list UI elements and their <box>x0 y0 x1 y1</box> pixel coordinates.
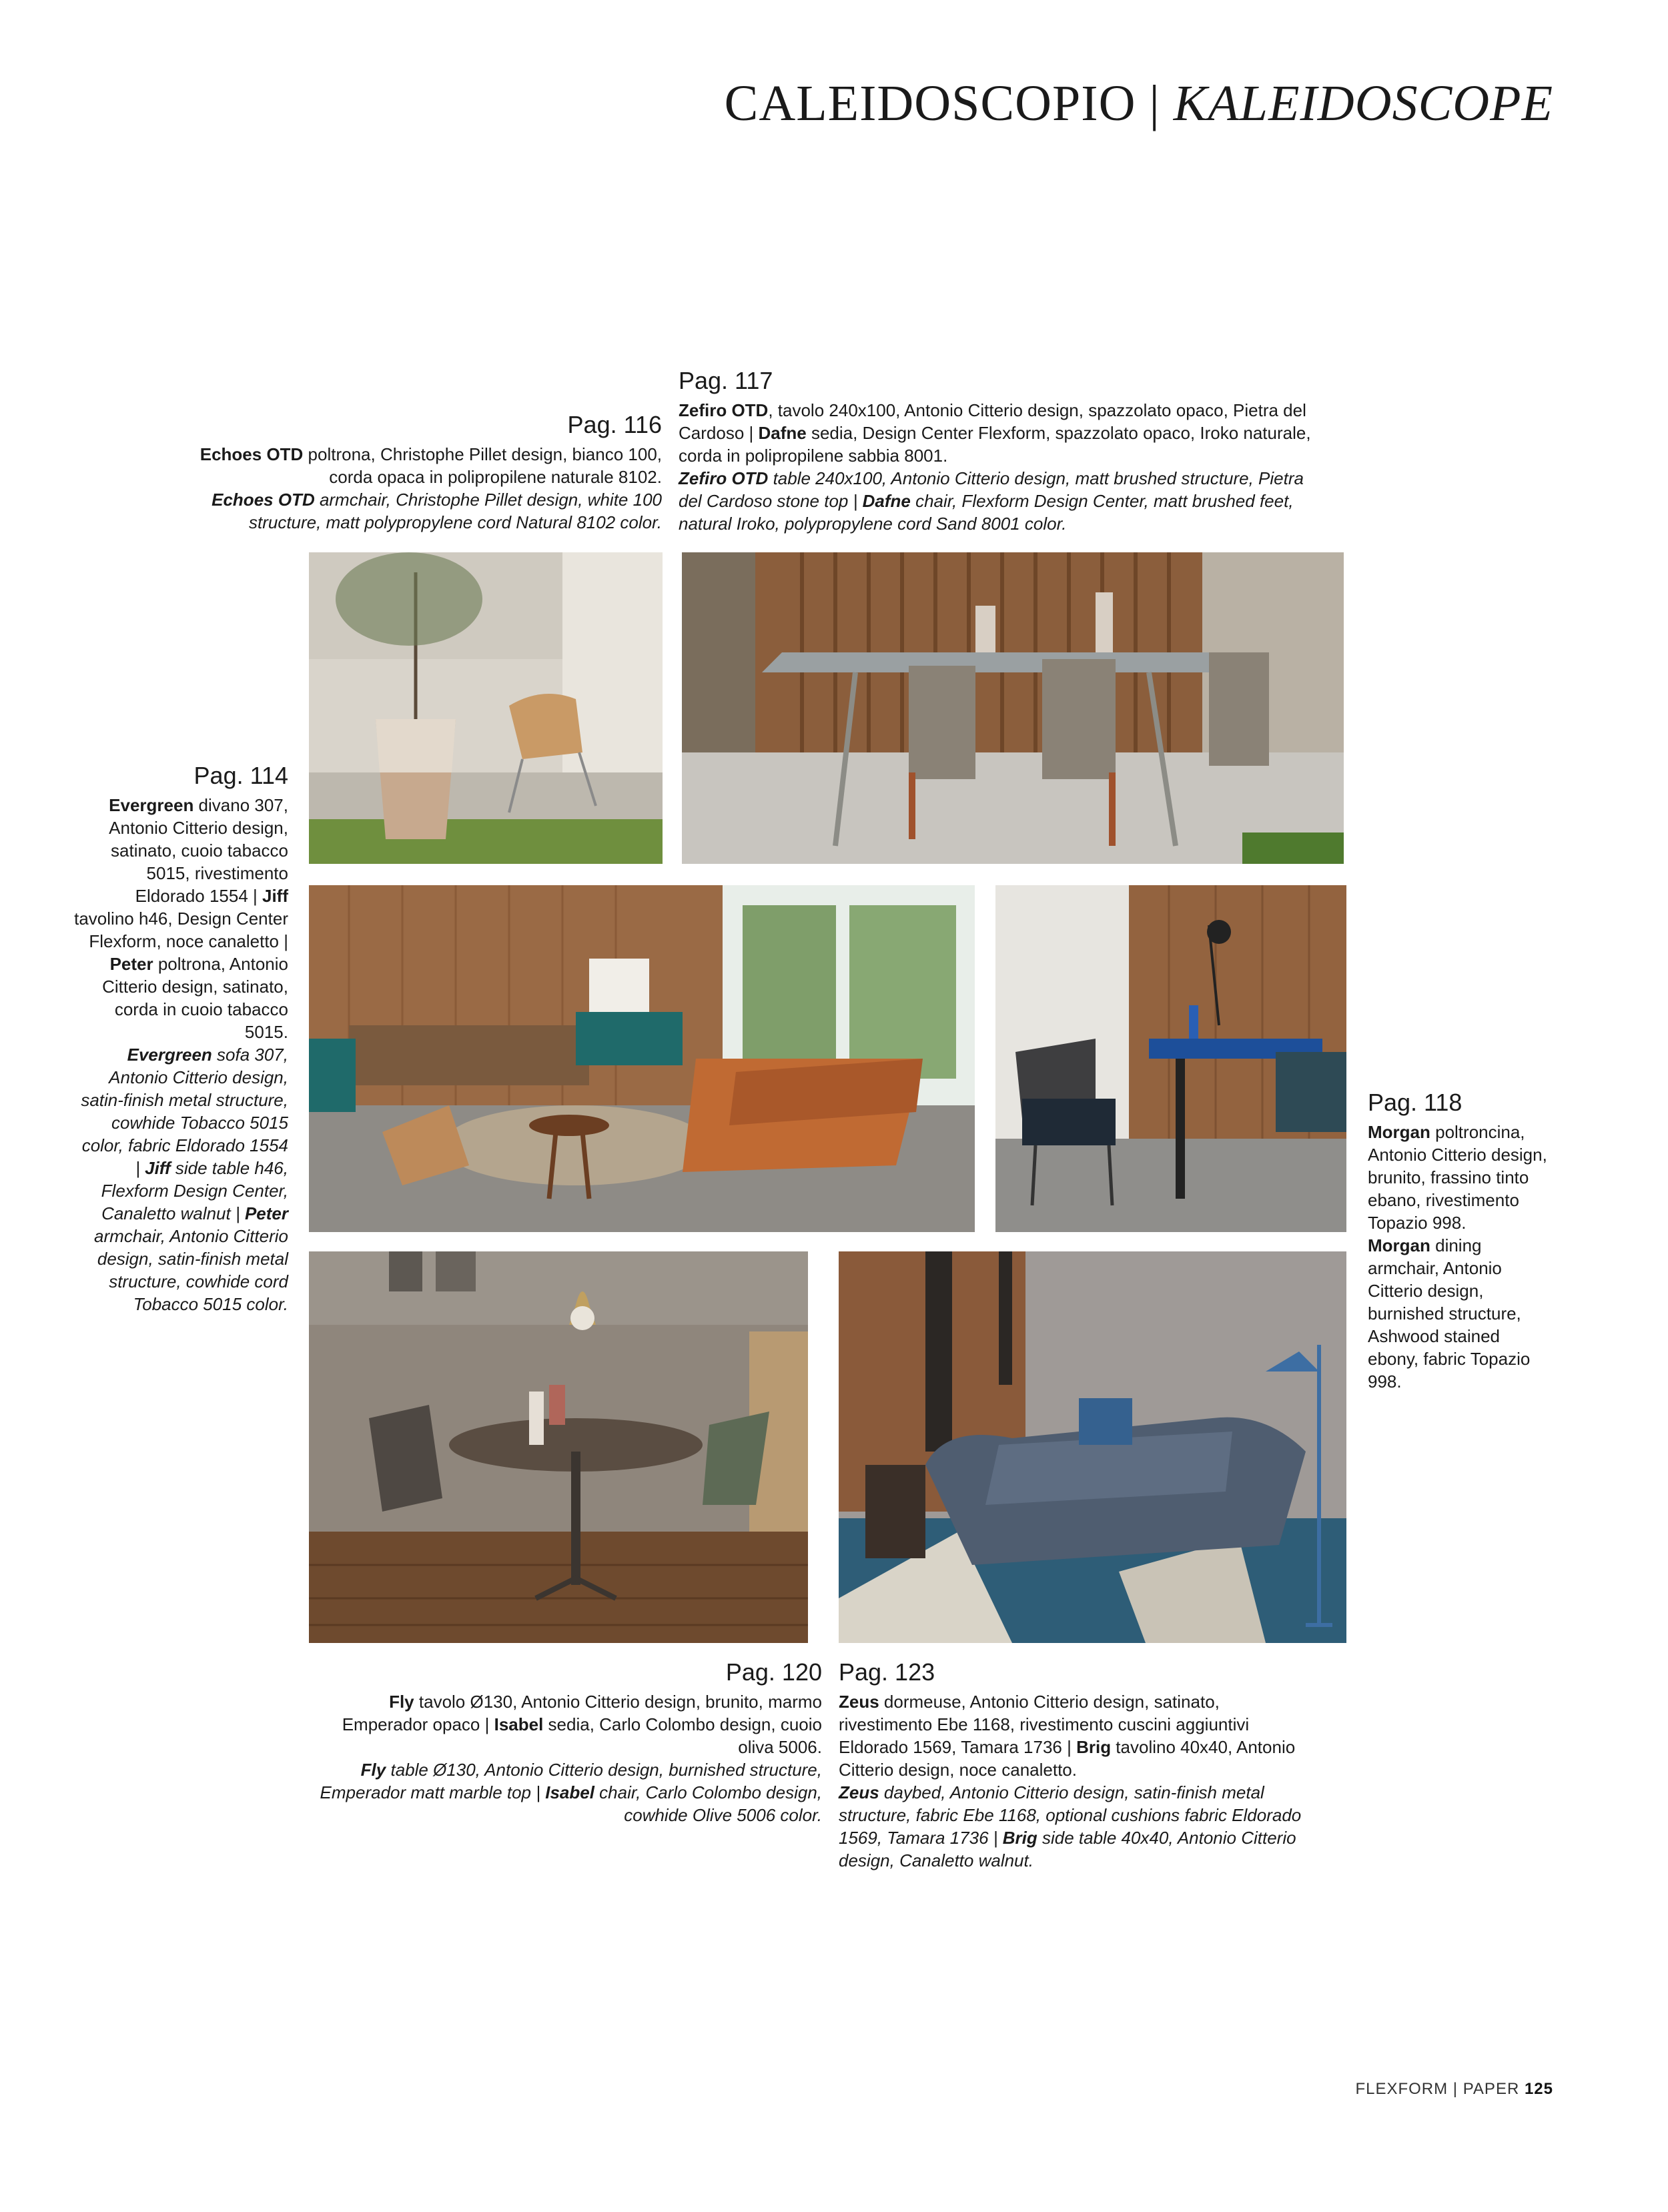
product-name: Zefiro OTD <box>679 468 769 488</box>
product-name: Zeus <box>839 1692 879 1712</box>
caption-page-number: Pag. 117 <box>679 367 773 394</box>
photo-zeus-daybed <box>839 1251 1346 1643</box>
caption-english: Zefiro OTD table 240x100, Antonio Citterio design, matt brushed structure, Pietra del Cardoso stone top | Dafne chair, Flexform Design Center, matt brushed feet, natural Iroko, polypropylene cord Sand 8001 color. <box>679 468 1304 534</box>
caption-italian: Zefiro OTD, tavolo 240x100, Antonio Citterio design, spazzolato opaco, Pietra del Cardoso | Dafne sedia, Design Center Flexform, spazzolato opaco, Iroko naturale, corda in polipropilene sabbia 8001. <box>679 400 1311 466</box>
caption-italian: Fly tavolo Ø130, Antonio Citterio design, brunito, marmo Emperador opaco | Isabel sedia, Carlo Colombo design, cuoio oliva 5006. <box>342 1692 822 1757</box>
product-name: Jiff <box>145 1158 171 1178</box>
caption-page-number: Pag. 120 <box>725 1658 822 1686</box>
caption-italian: Zeus dormeuse, Antonio Citterio design, satinato, rivestimento Ebe 1168, rivestimento cuscini aggiuntivi Eldorado 1569, Tamara 1736 | Brig tavolino 40x40, Antonio Citterio design, noce canaletto. <box>839 1692 1296 1780</box>
product-name: Morgan <box>1368 1235 1430 1255</box>
footer-brand: FLEXFORM | PAPER <box>1355 2080 1520 2098</box>
caption-english: Evergreen sofa 307, Antonio Citterio design, satin-finish metal structure, cowhide Tobacco 5015 color, fabric Eldorado 1554 | Jiff side table h46, Flexform Design Center, Canaletto walnut | Peter armchair, Antonio Citterio design, satin-finish metal structure, cowhide cord Tobacco 5015 color. <box>81 1045 288 1314</box>
caption-page-number: Pag. 114 <box>193 762 288 789</box>
caption-italian: Evergreen divano 307, Antonio Citterio design, satinato, cuoio tabacco 5015, rivestimento Eldorado 1554 | Jiff tavolino h46, Design Center Flexform, noce canaletto | Peter poltrona, Antonio Citterio design, satinato, corda in cuoio tabacco 5015. <box>74 795 288 1042</box>
product-name: Zefiro OTD <box>679 400 769 420</box>
caption-page-number: Pag. 118 <box>1368 1089 1463 1116</box>
product-name: Brig <box>1076 1737 1112 1757</box>
page-number: 125 <box>1524 2080 1553 2098</box>
product-name: Dafne <box>862 491 911 511</box>
product-name: Morgan <box>1368 1122 1430 1142</box>
product-name: Fly <box>360 1760 386 1780</box>
photo-zefiro-table <box>682 552 1344 864</box>
caption-p116 <box>180 410 662 534</box>
product-name: Echoes OTD <box>199 444 304 464</box>
caption-page-number: Pag. 123 <box>839 1658 935 1686</box>
caption-italian: Morgan poltroncina, Antonio Citterio design, brunito, frassino tinto ebano, rivestimento Topazio 998. <box>1368 1122 1547 1233</box>
photo-fly-table <box>309 1251 808 1643</box>
caption-p114 <box>73 760 288 1315</box>
product-name: Dafne <box>758 423 807 443</box>
page-footer <box>1355 2080 1553 2099</box>
photo-echoes-armchair <box>309 552 663 864</box>
product-name: Zeus <box>839 1782 879 1802</box>
title-left: CALEIDOSCOPIO | <box>724 75 1174 131</box>
photo-morgan-armchair <box>995 885 1346 1232</box>
caption-p120 <box>314 1657 822 1826</box>
product-name: Evergreen <box>109 795 194 815</box>
product-name: Isabel <box>494 1714 544 1734</box>
caption-italian: Echoes OTD poltrona, Christophe Pillet design, bianco 100, corda opaca in polipropilene naturale 8102. <box>199 444 662 487</box>
caption-p123 <box>839 1657 1306 1872</box>
caption-english: Fly table Ø130, Antonio Citterio design, burnished structure, Emperador matt marble top | Isabel chair, Carlo Colombo design, cowhide Olive 5006 color. <box>320 1760 822 1825</box>
caption-english: Zeus daybed, Antonio Citterio design, satin-finish metal structure, fabric Ebe 1168, optional cushions fabric Eldorado 1569, Tamara 1736 | Brig side table 40x40, Antonio Citterio design, Canaletto walnut. <box>839 1782 1302 1870</box>
product-name: Fly <box>389 1692 414 1712</box>
product-name: Brig <box>1002 1828 1037 1848</box>
product-name: Peter <box>109 954 153 974</box>
product-name: Isabel <box>545 1782 594 1802</box>
caption-english: Morgan dining armchair, Antonio Citterio design, burnished structure, Ashwood stained ebony, fabric Topazio 998. <box>1368 1235 1531 1392</box>
product-name: Echoes OTD <box>212 490 315 510</box>
product-name: Peter <box>244 1203 288 1223</box>
photo-evergreen-sofa <box>309 885 975 1232</box>
caption-p118 <box>1368 1087 1548 1393</box>
caption-page-number: Pag. 116 <box>567 411 662 438</box>
page-title <box>725 75 1553 133</box>
title-right: KALEIDOSCOPE <box>1173 75 1553 131</box>
caption-p117 <box>679 366 1312 535</box>
product-name: Jiff <box>262 886 288 906</box>
product-name: Evergreen <box>127 1045 212 1065</box>
caption-english: Echoes OTD armchair, Christophe Pillet design, white 100 structure, matt polypropylene cord Natural 8102 color. <box>212 490 662 532</box>
